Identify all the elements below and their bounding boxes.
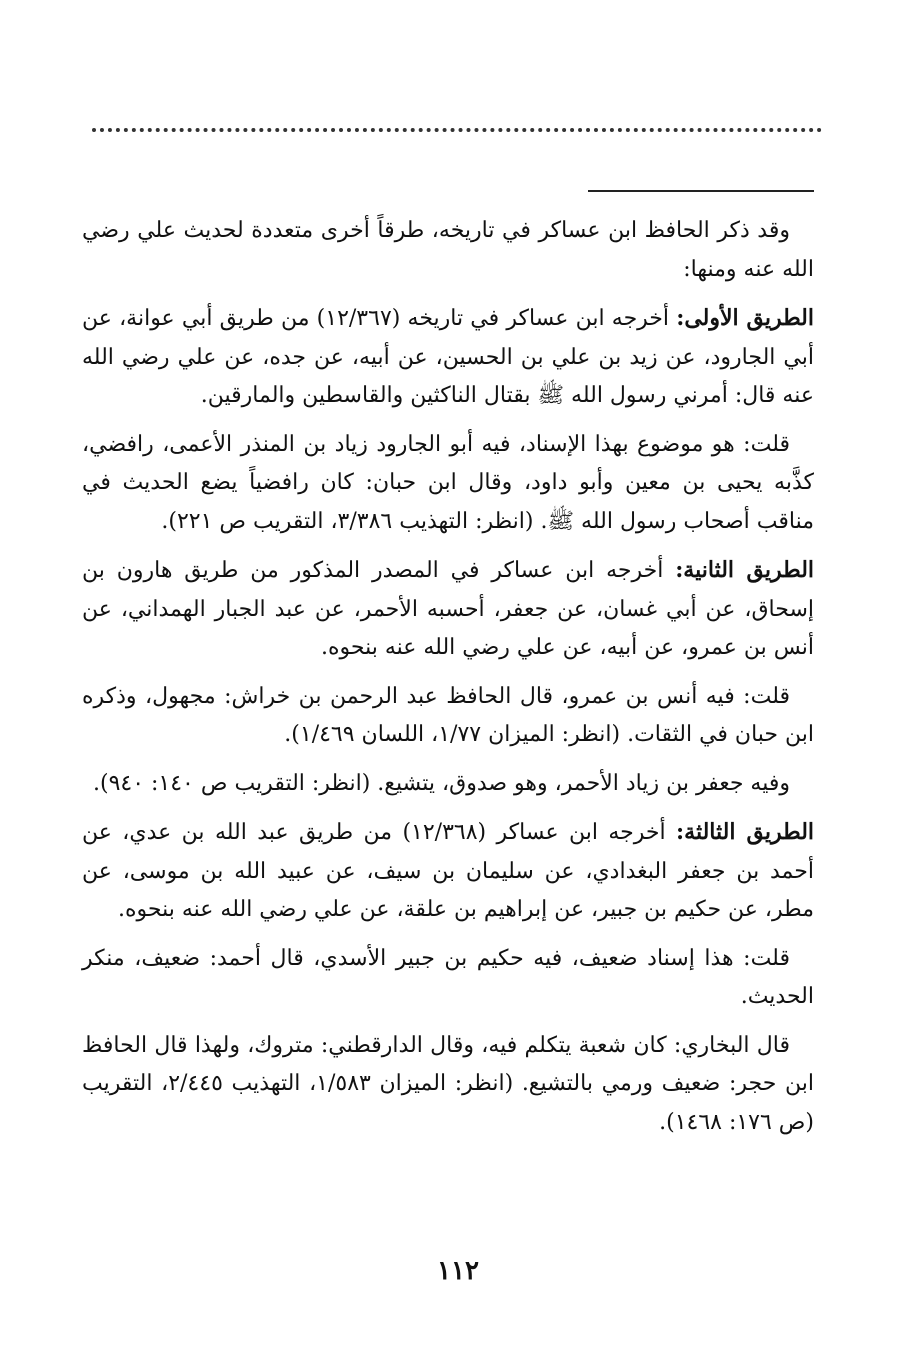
paragraph-comment-1: قلت: هو موضوع بهذا الإسناد، فيه أبو الجارود زياد بن المنذر الأعمى، رافضي، كذَّبه يحيى بن معين وأبو داود، وقال ابن حبان: كان رافضياً يضع الحديث في مناقب أصحاب رسول الله ﷺ. (انظر: التهذيب ٣/٣٨٦، التقريب ص ٢٢١). [82,431,814,534]
paragraph-intro: وقد ذكر الحافظ ابن عساكر في تاريخه، طرقاً أخرى متعددة لحديث علي رضي الله عنه ومنها: [82,218,814,282]
footnote-rule [588,190,814,192]
route-3-label: الطريق الثالثة: [676,819,815,845]
route-1-label: الطريق الأولى: [676,305,814,331]
paragraph-route-3: الطريق الثالثة: أخرجه ابن عساكر (١٢/٣٦٨) من طريق عبد الله بن عدي، عن أحمد بن جعفر البغدادي، عن سليمان بن سيف، عن عبيد الله بن موسى، عن مطر، عن حكيم بن جبير، عن إبراهيم بن علقة، عن علي رضي الله عنه بنحوه. [82,819,815,922]
paragraph-route-1: الطريق الأولى: أخرجه ابن عساكر في تاريخه (١٢/٣٦٧) من طريق أبي عوانة، عن أبي الجارود، عن زيد بن علي بن الحسين، عن أبيه، عن جده، عن علي رضي الله عنه قال: أمرني رسول الله ﷺ بقتال الناكثين والقاسطين والمارقين. [82,305,814,408]
dotted-separator [92,128,822,132]
paragraph-comment-2: قلت: فيه أنس بن عمرو، قال الحافظ عبد الرحمن بن خراش: مجهول، وذكره ابن حبان في الثقات. (انظر: الميزان ١/٧٧، اللسان ١/٤٦٩). [82,683,814,747]
page-number: ١١٢ [437,1256,479,1286]
route-2-label: الطريق الثانية: [675,557,815,583]
paragraph-route-2: الطريق الثانية: أخرجه ابن عساكر في المصدر المذكور من طريق هارون بن إسحاق، عن أبي غسان، عن جعفر، أحسبه الأحمر، عن عبد الجبار الهمداني، عن أنس بن عمرو، عن أبيه، عن علي رضي الله عنه بنحوه. [82,557,815,660]
paragraph-comment-3: وفيه جعفر بن زياد الأحمر، وهو صدوق، يتشيع. (انظر: التقريب ص ١٤٠: ٩٤٠). [92,770,790,796]
paragraph-comment-5: قال البخاري: كان شعبة يتكلم فيه، وقال الدارقطني: متروك، ولهذا قال الحافظ ابن حجر: ضعيف ورمي بالتشيع. (انظر: الميزان ١/٥٨٣، التهذيب ٢/٤٤٥، التقريب (ص ١٧٦: ١٤٦٨). [82,1032,814,1135]
footnote-body [82,212,814,1152]
paragraph-comment-4: قلت: هذا إسناد ضعيف، فيه حكيم بن جبير الأسدي، قال أحمد: ضعيف، منكر الحديث. [82,945,814,1009]
